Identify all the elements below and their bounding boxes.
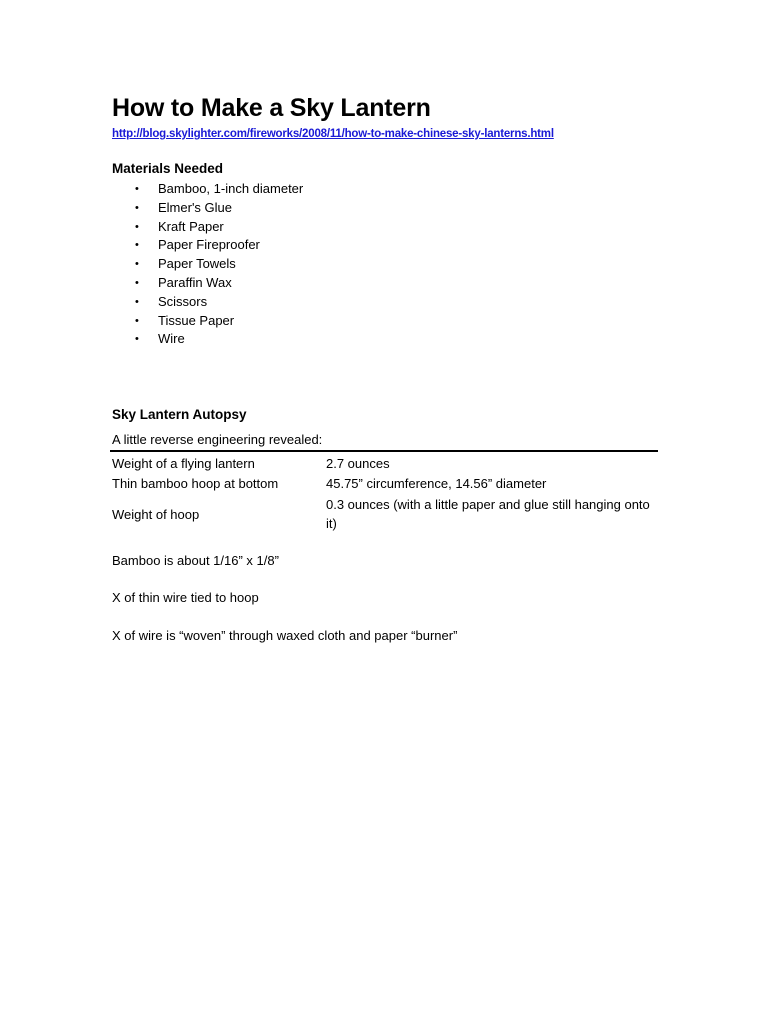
bullet-icon: • bbox=[135, 314, 139, 327]
material-item: Wire bbox=[158, 331, 185, 347]
list-item bbox=[112, 218, 303, 237]
material-item: Paper Fireproofer bbox=[158, 237, 260, 253]
list-item bbox=[112, 274, 303, 293]
bullet-icon: • bbox=[135, 201, 139, 214]
bullet-icon: • bbox=[135, 333, 139, 346]
table-row bbox=[112, 473, 658, 493]
autopsy-table bbox=[112, 453, 658, 535]
note-wire-hoop: X of thin wire tied to hoop bbox=[112, 590, 259, 605]
table-row bbox=[112, 493, 658, 535]
row-label: Weight of a flying lantern bbox=[112, 455, 255, 471]
list-item bbox=[112, 312, 303, 331]
row-value: 45.75” circumference, 14.56” diameter bbox=[326, 475, 547, 491]
material-item: Paper Towels bbox=[158, 256, 236, 272]
bullet-icon: • bbox=[135, 258, 139, 271]
note-bamboo-size: Bamboo is about 1/16” x 1/8” bbox=[112, 553, 279, 568]
bullet-icon: • bbox=[135, 276, 139, 289]
table-row bbox=[112, 453, 658, 473]
materials-list bbox=[112, 180, 303, 349]
bullet-icon: • bbox=[135, 295, 139, 308]
list-item bbox=[112, 330, 303, 349]
document-title: How to Make a Sky Lantern bbox=[112, 94, 431, 122]
autopsy-heading: Sky Lantern Autopsy bbox=[112, 407, 247, 422]
list-item bbox=[112, 236, 303, 255]
material-item: Elmer's Glue bbox=[158, 199, 233, 215]
material-item: Paraffin Wax bbox=[158, 274, 232, 290]
material-item: Kraft Paper bbox=[158, 218, 224, 234]
table-top-rule bbox=[110, 450, 658, 452]
row-value: 0.3 ounces (with a little paper and glue still hanging onto it) bbox=[326, 497, 650, 531]
bullet-icon: • bbox=[135, 183, 139, 195]
row-label: Weight of hoop bbox=[112, 506, 200, 522]
material-item: Tissue Paper bbox=[158, 312, 235, 328]
row-value: 2.7 ounces bbox=[326, 455, 390, 471]
bullet-icon: • bbox=[135, 239, 139, 252]
row-label: Thin bamboo hoop at bottom bbox=[112, 475, 279, 491]
material-item: Bamboo, 1-inch diameter bbox=[158, 181, 304, 196]
note-wire-burner: X of wire is “woven” through waxed cloth and paper “burner” bbox=[112, 628, 458, 643]
bullet-icon: • bbox=[135, 220, 139, 233]
source-link[interactable]: http://blog.skylighter.com/fireworks/2008/11/how-to-make-chinese-sky-lanterns.html bbox=[112, 128, 554, 140]
list-item bbox=[112, 199, 303, 218]
material-item: Scissors bbox=[158, 293, 208, 309]
list-item bbox=[112, 180, 303, 199]
autopsy-intro: A little reverse engineering revealed: bbox=[112, 432, 323, 447]
materials-heading: Materials Needed bbox=[112, 161, 224, 176]
list-item bbox=[112, 293, 303, 312]
list-item bbox=[112, 255, 303, 274]
